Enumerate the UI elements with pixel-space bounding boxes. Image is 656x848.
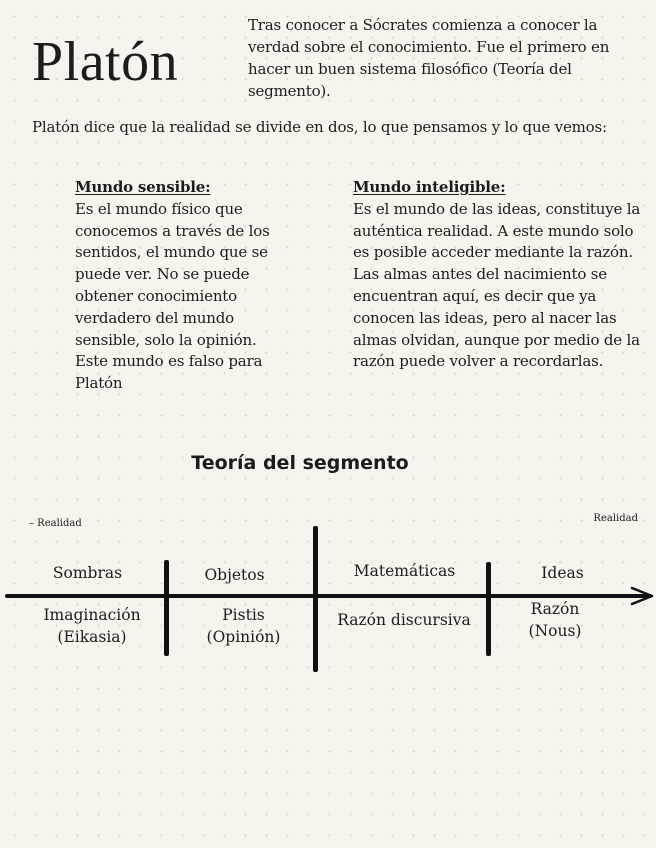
mundo-inteligible-section — [353, 177, 648, 373]
diagram-title: Teoría del segmento — [191, 452, 409, 474]
mundo-inteligible-text: Es el mundo de las ideas, constituye la auténtica realidad. A este mundo solo es posible acceder mediante la razón. Las almas antes del nacimiento se encuentran aquí, es decir que ya conocen las ideas, pero al nacer las almas olvidan, aunque por medio de la razón puede volver a recordarlas. — [353, 199, 641, 371]
divider-line-center — [313, 526, 318, 672]
left-end-label: – Realidad — [29, 518, 82, 529]
label-razon-discursiva: Razón discursiva — [337, 611, 471, 629]
label-imaginacion: Imaginación (Eikasia) — [43, 606, 141, 646]
intro-paragraph: Tras conocer a Sócrates comienza a conocer la verdad sobre el conocimiento. Fue el primero en hacer un buen sistema filosófico (Teoría del segmento). — [248, 16, 610, 100]
right-end-label: Realidad — [593, 513, 638, 524]
label-pistis: Pistis (Opinión) — [206, 606, 281, 646]
mundo-inteligible-heading: Mundo inteligible: — [353, 178, 506, 196]
page-title: Platón — [32, 31, 179, 93]
arrow-head-icon — [630, 586, 656, 606]
lead-paragraph: Platón dice que la realidad se divide en dos, lo que pensamos y lo que vemos: — [32, 118, 607, 136]
label-sombras: Sombras — [52, 564, 123, 582]
mundo-sensible-heading: Mundo sensible: — [75, 178, 211, 196]
mundo-sensible-text: Es el mundo físico que conocemos a través de los sentidos, el mundo que se puede ver. No se puede obtener conocimiento verdadero del mundo sensible, solo la opinión. Este mundo es falso para Platón — [75, 199, 270, 393]
label-ideas: Ideas — [541, 564, 584, 582]
label-matematicas: Matemáticas — [353, 562, 456, 580]
label-razon-nous: Razón (Nous) — [528, 600, 582, 640]
mundo-sensible-section — [75, 177, 290, 395]
label-objetos: Objetos — [204, 566, 265, 584]
